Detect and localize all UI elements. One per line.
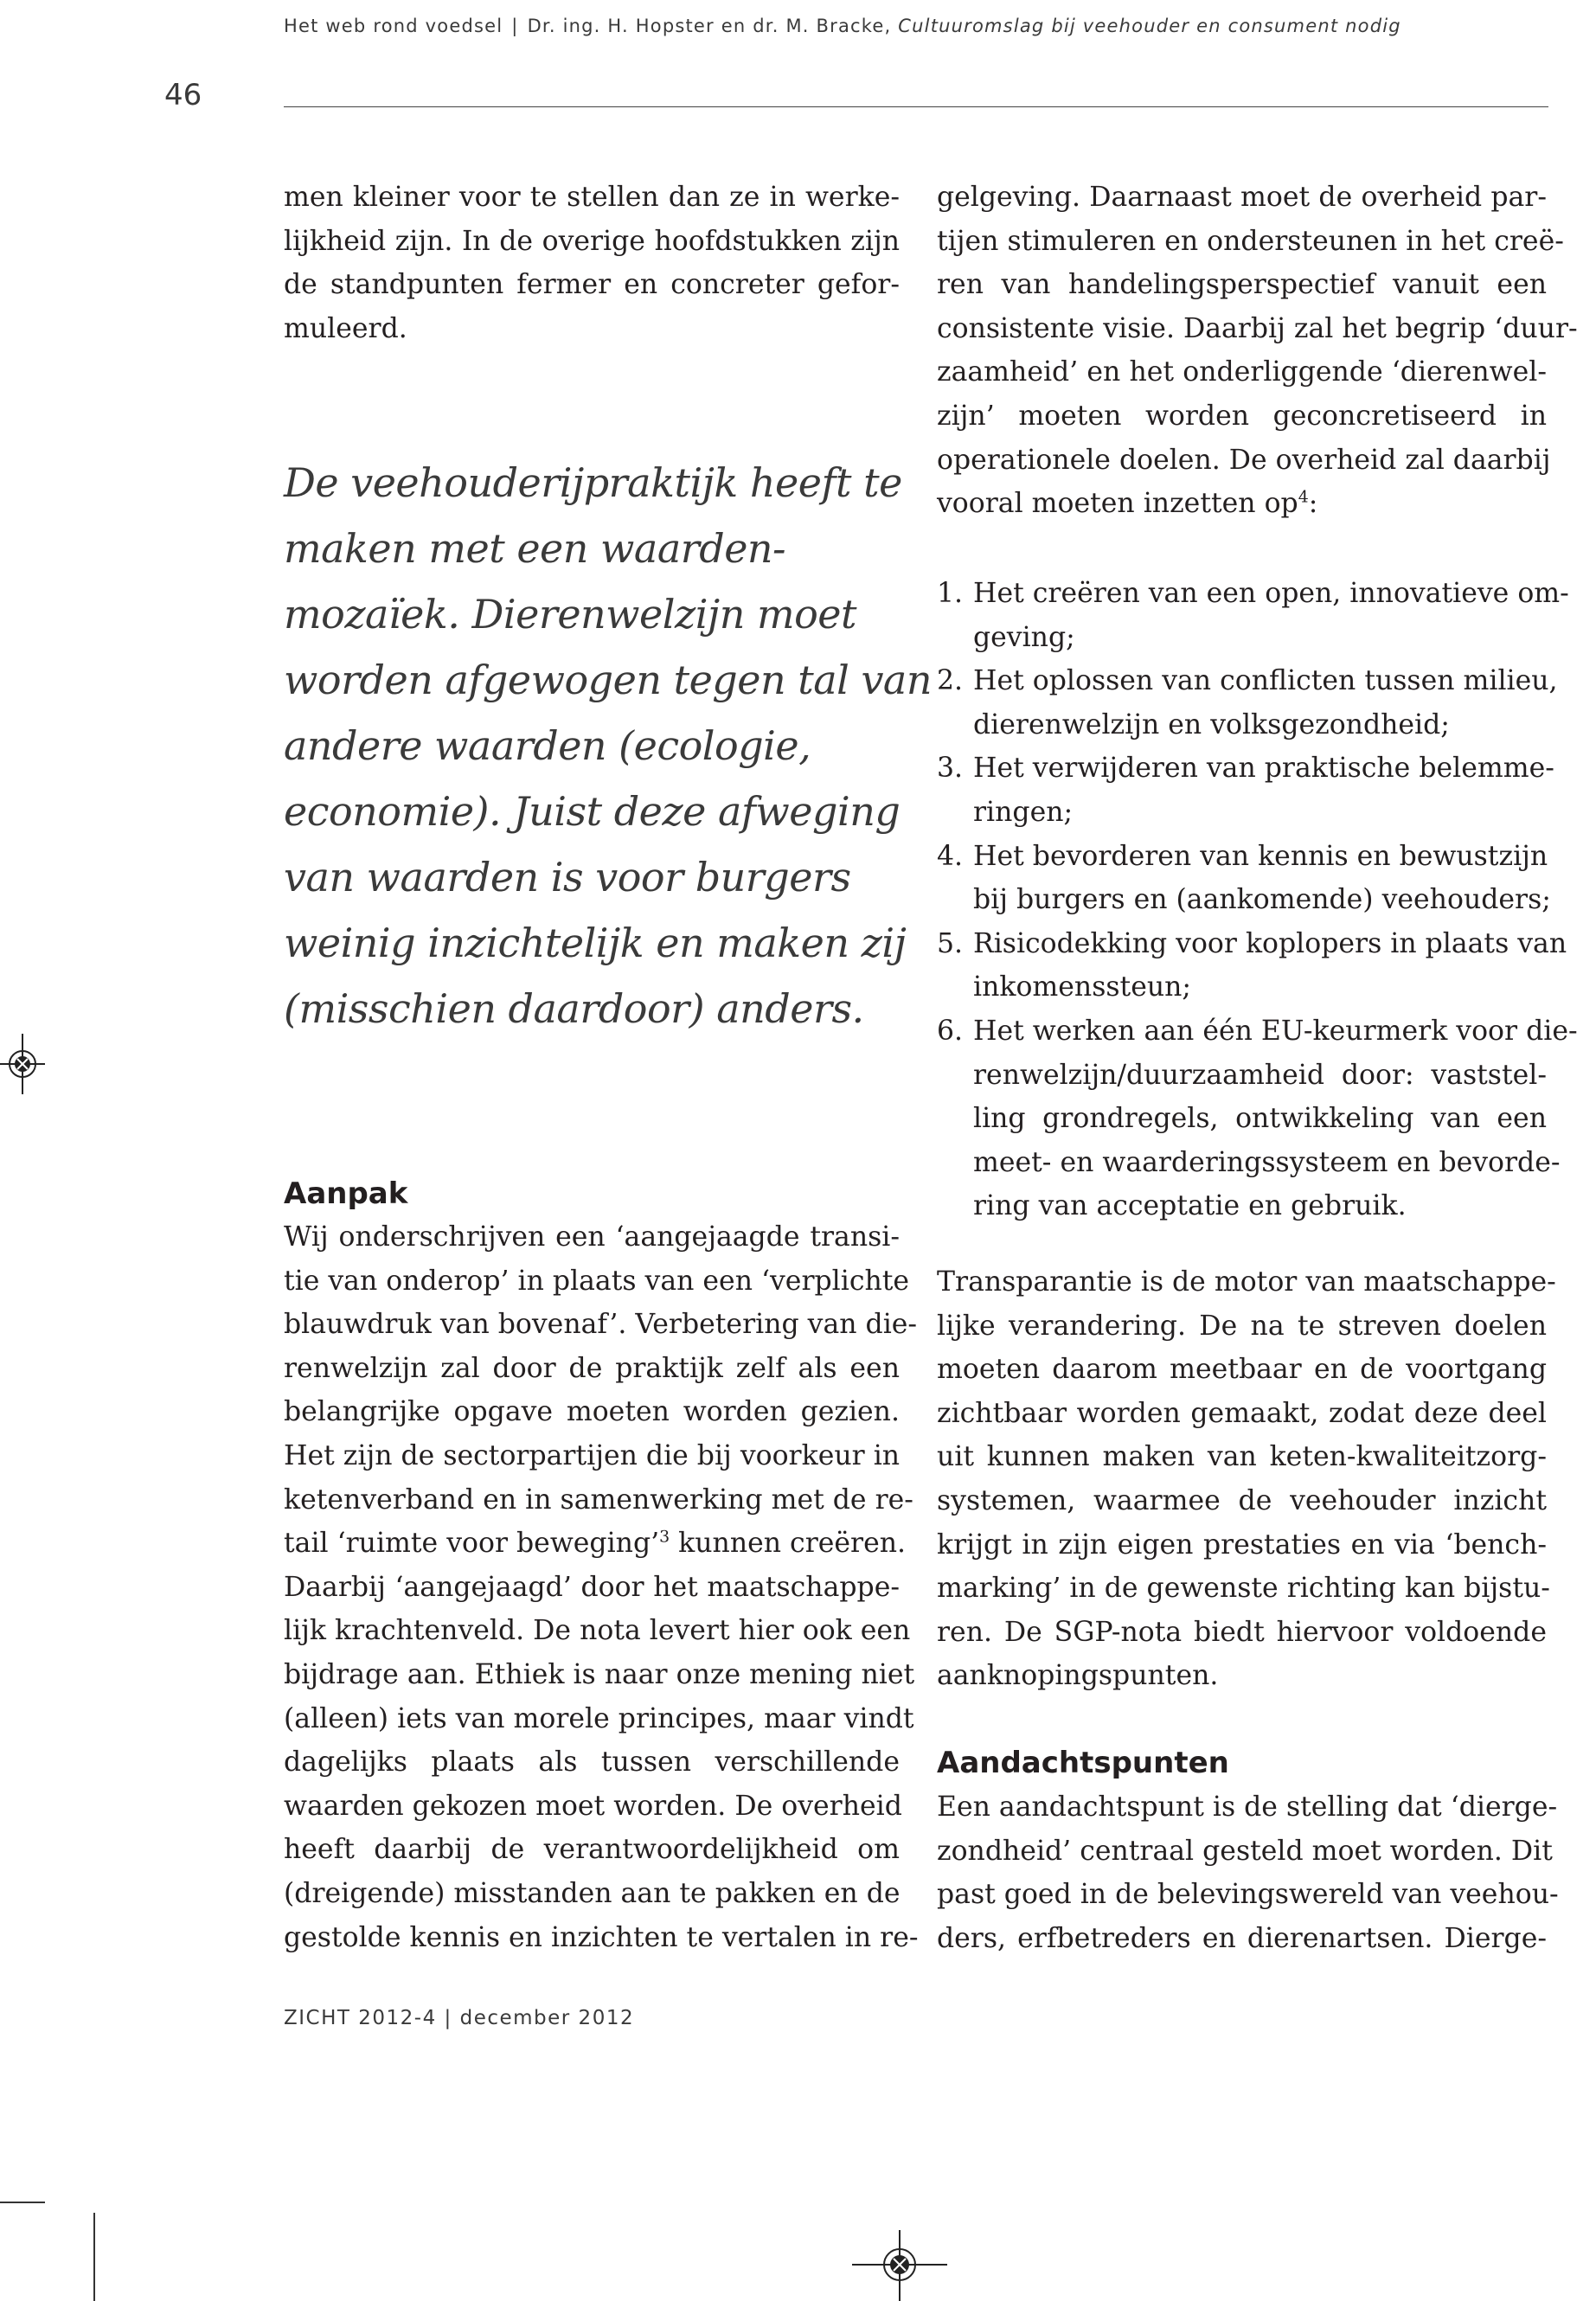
list-item-line: inkomenssteun; xyxy=(973,971,1192,1003)
footer: ZICHT 2012-4 | december 2012 xyxy=(284,2007,635,2029)
text-line: gestolde kennis en inzichten te vertalen in re- xyxy=(284,1921,919,1953)
text-line: blauwdruk van bovenaf’. Verbetering van die- xyxy=(284,1309,918,1341)
text-line: zijn’ moeten worden geconcretiseerd in xyxy=(937,400,1547,432)
text-line: ketenverband en in samenwerking met de re- xyxy=(284,1484,913,1516)
header-article-title: Cultuuromslag bij veehouder en consument nodig xyxy=(898,16,1401,36)
header-authors: Dr. ing. H. Hopster en dr. M. Bracke, xyxy=(527,16,892,36)
list-item-line: renwelzijn/duurzaamheid door: vaststel- xyxy=(973,1059,1547,1091)
pull-quote-line: maken met een waarden- xyxy=(284,525,786,572)
list-item-line: Risicodekking voor koplopers in plaats van xyxy=(973,927,1567,959)
header-series: Het web rond voedsel xyxy=(284,16,503,36)
list-number: 2. xyxy=(937,665,964,697)
text-line: muleerd. xyxy=(284,312,407,344)
pull-quote-line: De veehouderijpraktijk heeft te xyxy=(284,459,902,506)
text-line: Transparantie is de motor van maatschappe- xyxy=(937,1266,1556,1298)
text-line: bijdrage aan. Ethiek is naar onze mening niet xyxy=(284,1658,915,1690)
header-separator: | xyxy=(511,16,519,36)
pull-quote-line: worden afgewogen tegen tal van xyxy=(284,657,932,703)
text-line: consistente visie. Daarbij zal het begrip ‘duur- xyxy=(937,312,1578,344)
text-line: ders, erfbetreders en dierenartsen. Dierge- xyxy=(937,1922,1547,1954)
list-item-line: meet- en waarderingssysteem en bevorde- xyxy=(973,1146,1561,1178)
pull-quote-line: economie). Juist deze afweging xyxy=(284,788,901,835)
pull-quote-line: andere waarden (ecologie, xyxy=(284,722,811,769)
list-item xyxy=(937,835,1551,922)
pull-quote-line: van waarden is voor burgers xyxy=(284,854,851,901)
registration-mark-icon xyxy=(0,1034,45,1094)
text-line: ren van handelingsperspectief vanuit een xyxy=(937,269,1547,301)
text-line: (dreigende) misstanden aan te pakken en de xyxy=(284,1877,901,1909)
text-line: belangrijke opgave moeten worden gezien. xyxy=(284,1396,900,1428)
text-line: lijkheid zijn. In de overige hoofdstukken zijn xyxy=(284,225,900,257)
text-line: zondheid’ centraal gesteld moet worden. Dit xyxy=(937,1835,1553,1867)
text-line: past goed in de belevingswereld van veehou- xyxy=(937,1879,1559,1911)
aandachtspunten-paragraph xyxy=(937,1785,1559,1960)
text-line: dagelijks plaats als tussen verschillende xyxy=(284,1747,900,1779)
crop-mark xyxy=(93,2213,95,2301)
pull-quote-line: (misschien daardoor) anders. xyxy=(284,985,864,1032)
list-number: 1. xyxy=(937,578,964,609)
text-line xyxy=(937,482,1547,526)
text-line: de standpunten fermer en concreter gefor- xyxy=(284,269,900,301)
list-item-line: Het werken aan één EU-keurmerk voor die- xyxy=(973,1015,1578,1047)
text-line: men kleiner voor te stellen dan ze in werke- xyxy=(284,182,900,213)
text-line xyxy=(284,1522,907,1566)
text-line: operationele doelen. De overheid zal daarbij xyxy=(937,444,1551,476)
list-number: 6. xyxy=(937,1015,964,1047)
list-number: 4. xyxy=(937,840,964,872)
list-item-line: ring van acceptatie en gebruik. xyxy=(973,1190,1407,1222)
text-line: systemen, waarmee de veehouder inzicht xyxy=(937,1484,1547,1516)
list-item-line: Het verwijderen van praktische belemme- xyxy=(973,753,1554,785)
list-item-line: bij burgers en (aankomende) veehouders; xyxy=(973,884,1551,916)
text-line: krijgt in zijn eigen prestaties en via ‘bench- xyxy=(937,1529,1547,1561)
section-heading-aandachtspunten: Aandachtspunten xyxy=(937,1746,1229,1780)
text-line: tijen stimuleren en ondersteunen in het creë- xyxy=(937,225,1564,257)
text-line: Een aandachtspunt is de stelling dat ‘dierge- xyxy=(937,1791,1558,1823)
footnote-ref[interactable]: 4 xyxy=(1298,487,1309,507)
header-rule xyxy=(284,106,1548,107)
text-line: heeft daarbij de verantwoordelijkheid om xyxy=(284,1834,900,1866)
list-item-line: geving; xyxy=(973,621,1075,653)
text-line: waarden gekozen moet worden. De overheid xyxy=(284,1790,902,1822)
list-item xyxy=(937,659,1558,747)
left-column-intro xyxy=(284,176,900,350)
text-line: uit kunnen maken van keten-kwaliteitzorg- xyxy=(937,1441,1547,1473)
list-item-line: Het oplossen van conflicten tussen milieu, xyxy=(973,665,1558,697)
list-item-line: dierenwelzijn en volksgezondheid; xyxy=(973,708,1450,740)
measures-list xyxy=(937,572,1578,1228)
pull-quote xyxy=(284,450,932,1042)
text-line: (alleen) iets van morele principes, maar vindt xyxy=(284,1702,914,1734)
text-line: tie van onderop’ in plaats van een ‘verplichte xyxy=(284,1265,910,1297)
text-line: ren. De SGP-nota biedt hiervoor voldoende xyxy=(937,1616,1547,1648)
text-fragment: tail ‘ruimte voor beweging’ xyxy=(284,1528,660,1560)
text-line: Daarbij ‘aangejaagd’ door het maatschappe- xyxy=(284,1571,900,1603)
crop-mark xyxy=(0,2202,45,2203)
list-item-line: ling grondregels, ontwikkeling van een xyxy=(973,1103,1547,1135)
registration-mark-icon xyxy=(852,2230,947,2301)
list-item xyxy=(937,1009,1578,1228)
pull-quote-line: mozaïek. Dierenwelzijn moet xyxy=(284,591,856,638)
text-line: zaamheid’ en het onderliggende ‘dierenwel- xyxy=(937,356,1547,388)
text-fragment: vooral moeten inzetten op xyxy=(937,488,1298,520)
text-line: lijk krachtenveld. De nota levert hier ook een xyxy=(284,1615,911,1647)
text-line: renwelzijn zal door de praktijk zelf als een xyxy=(284,1352,900,1384)
list-item-line: Het creëren van een open, innovatieve om- xyxy=(973,578,1569,609)
text-line: zichtbaar worden gemaakt, zodat deze deel xyxy=(937,1397,1547,1429)
page-number: 46 xyxy=(164,78,202,112)
list-number: 5. xyxy=(937,927,964,959)
list-item-line: Het bevorderen van kennis en bewustzijn xyxy=(973,840,1548,872)
footnote-ref[interactable]: 3 xyxy=(659,1527,670,1547)
transparantie-paragraph xyxy=(937,1260,1556,1698)
text-line: Wij onderschrijven een ‘aangejaagde transi- xyxy=(284,1221,900,1253)
running-header xyxy=(284,16,1401,36)
text-line: Het zijn de sectorpartijen die bij voorkeur in xyxy=(284,1439,901,1471)
list-item xyxy=(937,572,1569,659)
list-item-line: ringen; xyxy=(973,796,1074,828)
text-line: aanknopingspunten. xyxy=(937,1660,1219,1692)
list-item xyxy=(937,747,1554,834)
right-column-intro xyxy=(937,176,1578,526)
text-line: marking’ in de gewenste richting kan bijstu- xyxy=(937,1573,1550,1605)
list-number: 3. xyxy=(937,753,964,785)
text-line: moeten daarom meetbaar en de voortgang xyxy=(937,1354,1547,1386)
section-heading-aanpak: Aanpak xyxy=(284,1176,408,1211)
right-column xyxy=(937,176,1578,1954)
pull-quote-line: weinig inzichtelijk en maken zij xyxy=(284,920,907,966)
text-fragment: : xyxy=(1308,488,1318,520)
text-line: gelgeving. Daarnaast moet de overheid par- xyxy=(937,182,1547,213)
text-fragment: kunnen creëren. xyxy=(670,1528,907,1560)
text-line: lijke verandering. De na te streven doelen xyxy=(937,1310,1547,1342)
list-item xyxy=(937,922,1567,1009)
aanpak-body xyxy=(284,1215,919,1959)
